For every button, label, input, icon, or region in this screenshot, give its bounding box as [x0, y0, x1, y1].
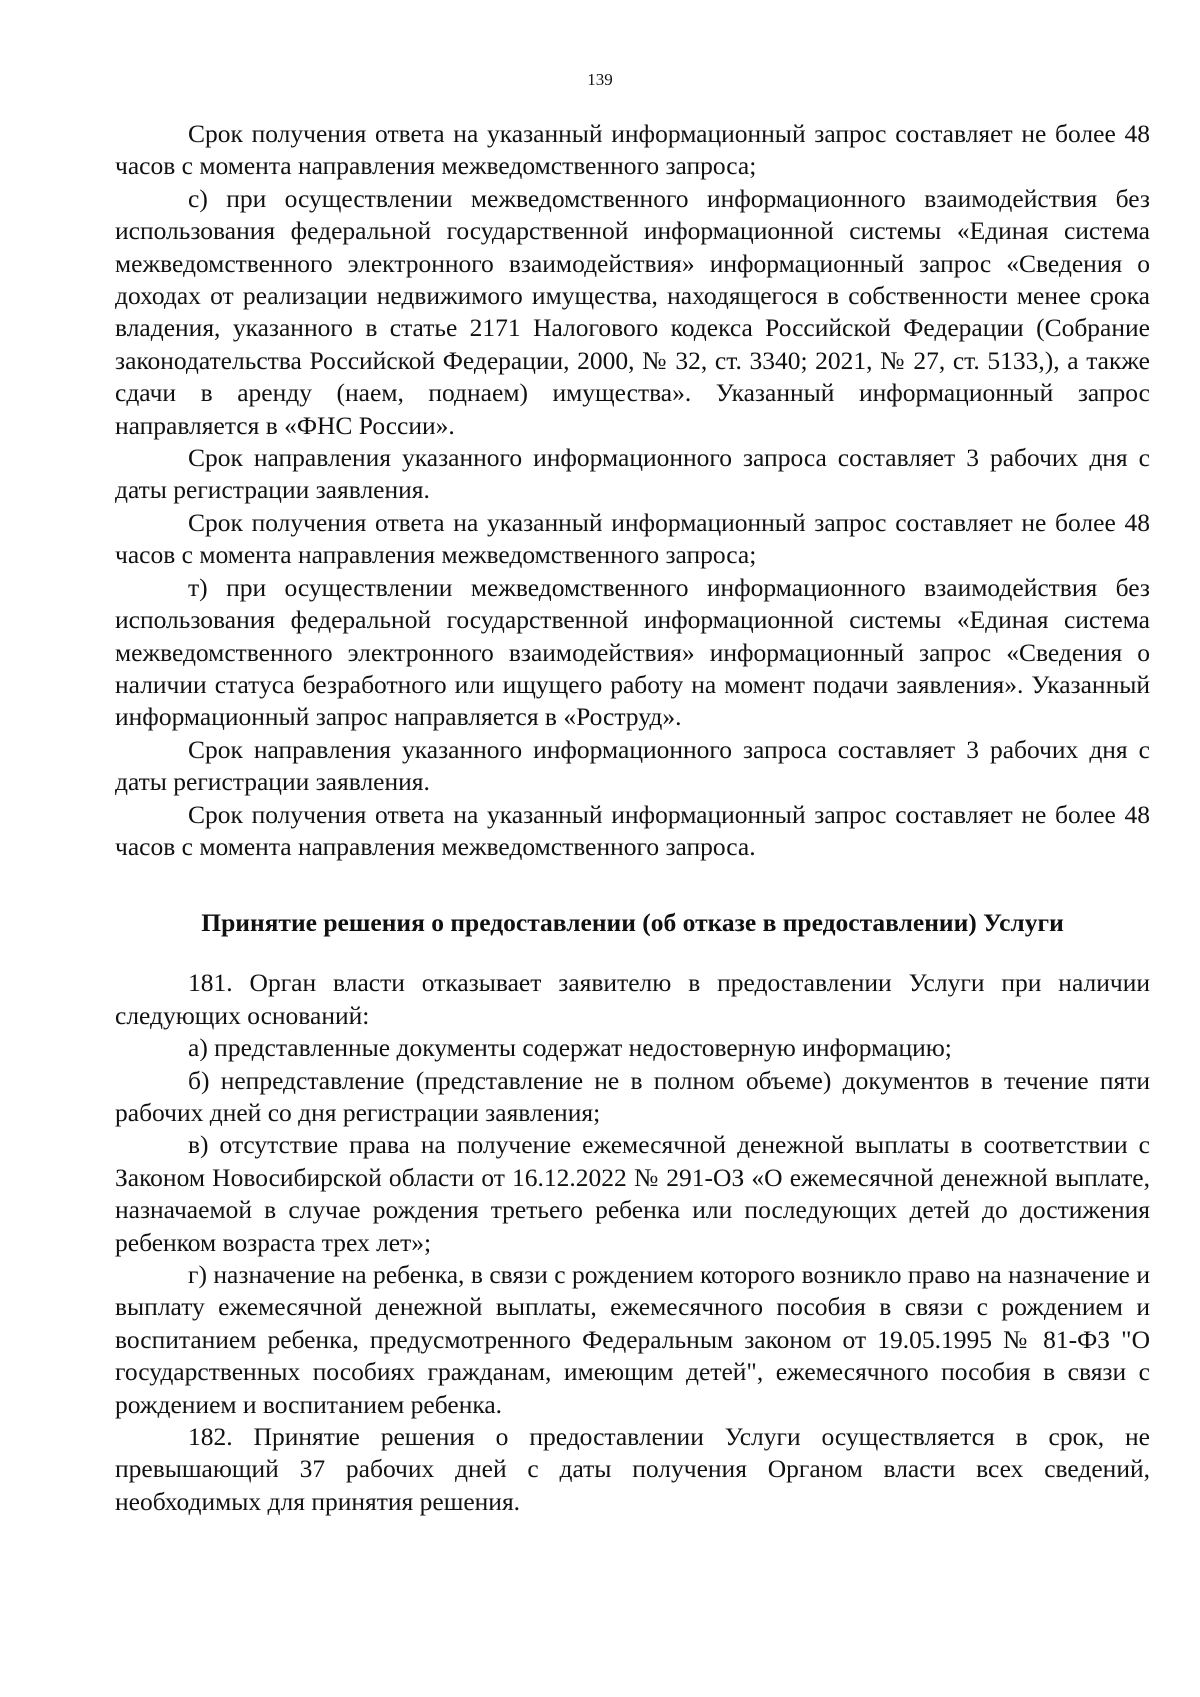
paragraph: Срок получения ответа на указанный информационный запрос составляет не более 48 часов с момента направления межведомственного запроса.	[115, 799, 1150, 861]
paragraph: в) отсутствие права на получение ежемесячной денежной выплаты в соответствии с Законом Новосибирской области от 16.12.2022 № 291-ОЗ «О ежемесячной денежной выплате, назначаемой в случае рождения третьего ребенка или последующих детей до достижения ребенком возраста трех лет»;	[115, 1130, 1150, 1257]
paragraph: г) назначение на ребенка, в связи с рождением которого возникло право на назначение и выплату ежемесячной денежной выплаты, ежемесячного пособия в связи с рождением и воспитанием ребенка, предусмотренного Федеральным законом от 19.05.1995 № 81-ФЗ "О государственных пособиях гражданам, имеющим детей", ежемесячного пособия в связи с рождением и воспитанием ребенка.	[115, 1260, 1150, 1419]
paragraph: 181. Орган власти отказывает заявителю в предоставлении Услуги при наличии следующих оснований:	[115, 968, 1150, 1030]
paragraph: б) непредставление (представление не в полном объеме) документов в течение пяти рабочих дней со дня регистрации заявления;	[115, 1065, 1150, 1127]
paragraph: а) представленные документы содержат недостоверную информацию;	[188, 1033, 952, 1063]
paragraph: Срок направления указанного информационного запроса составляет 3 рабочих дня с даты регистрации заявления.	[115, 443, 1150, 505]
document-body	[115, 118, 1150, 1518]
paragraph: Срок получения ответа на указанный информационный запрос составляет не более 48 часов с момента направления межведомственного запроса;	[115, 119, 1150, 181]
paragraph: Срок направления указанного информационного запроса составляет 3 рабочих дня с даты регистрации заявления.	[115, 734, 1150, 797]
section-heading: Принятие решения о предоставлении (об отказе в предоставлении) Услуги	[201, 908, 1064, 938]
paragraph: 182. Принятие решения о предоставлении Услуги осуществляется в срок, не превышающий 37 рабочих дней с даты получения Органом власти всех сведений, необходимых для принятия решения.	[115, 1422, 1150, 1516]
paragraph: Срок получения ответа на указанный информационный запрос составляет не более 48 часов с момента направления межведомственного запроса;	[115, 507, 1150, 570]
paragraph: с) при осуществлении межведомственного информационного взаимодействия без использования федеральной государственной информационной системы «Единая система межведомственного электронного взаимодействия» информационный запрос «Сведения о доходах от реализации недвижимого имущества, находящегося в собственности менее срока владения, указанного в статье 2171 Налогового кодекса Российской Федерации (Собрание законодательства Российской Федерации, 2000, № 32, ст. 3340; 2021, № 27, ст. 5133,), а также сдачи в аренду (наем, поднаем) имущества». Указанный информационный запрос направляется в «ФНС России».	[115, 183, 1150, 440]
paragraph: т) при осуществлении межведомственного информационного взаимодействия без использования федеральной государственной информационной системы «Единая система межведомственного электронного взаимодействия» информационный запрос «Сведения о наличии статуса безработного или ищущего работу на момент подачи заявления». Указанный информационный запрос направляется в «Роструд».	[115, 572, 1150, 732]
page-number: 139	[587, 70, 613, 89]
